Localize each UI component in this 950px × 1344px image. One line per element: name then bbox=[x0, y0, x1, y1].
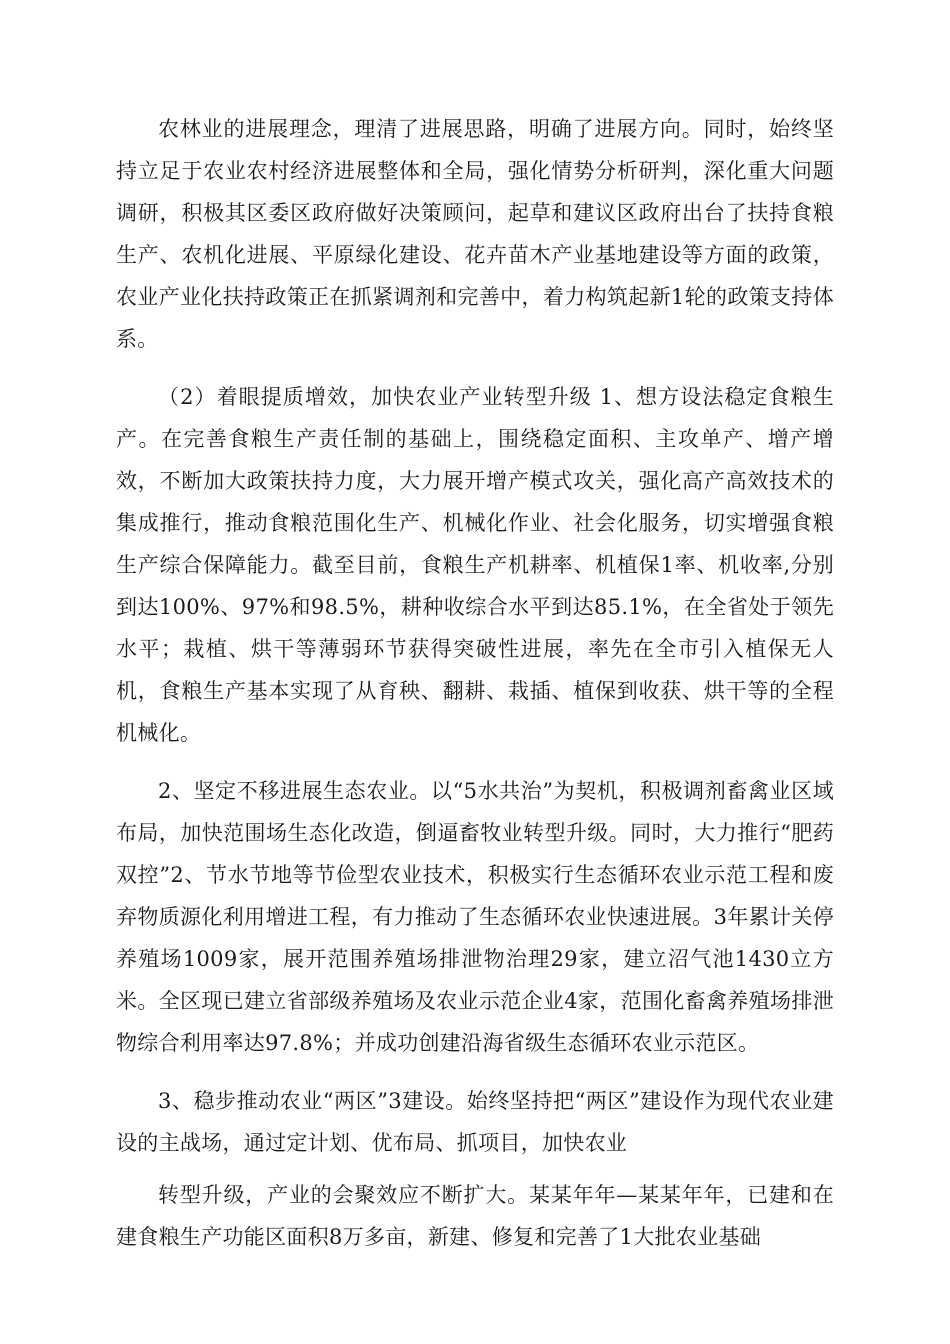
paragraph-grain-production: （2）着眼提质增效，加快农业产业转型升级 1、想方设法稳定食粮生产。在完善食粮生产责任制的基础上，围绕稳定面积、主攻单产、增产增效，不断加大政策扶持力度，大力展开增产模式攻关，强化高产高效技术的集成推行，推动食粮范围化生产、机械化作业、社会化服务，切实增强食粮生产综合保障能力。截至目前，食粮生产机耕率、机植保1率、机收率,分别到达100%、97%和98.5%，耕种收综合水平到达85.1%，在全省处于领先水平；栽植、烘干等薄弱环节获得突破性进展，率先在全市引入植保无人机，食粮生产基本实现了从育秧、翻耕、栽插、植保到收获、烘干等的全程机械化。 bbox=[116, 385, 834, 745]
document-page bbox=[116, 108, 834, 1258]
paragraph-policy: 农林业的进展理念，理清了进展思路，明确了进展方向。同时，始终坚持立足于农业农村经济进展整体和全局，强化情势分析研判，深化重大问题调研，积极其区委区政府做好决策顾问，起草和建议区政府出台了扶持食粮生产、农机化进展、平原绿化建设、花卉苗木产业基地建设等方面的政策，农业产业化扶持政策正在抓紧调剂和完善中，着力构筑起新1轮的政策支持体系。 bbox=[116, 117, 834, 351]
paragraph-ecological-agriculture: 2、坚定不移进展生态农业。以“5水共治”为契机，积极调剂畜禽业区域布局，加快范围场生态化改造，倒逼畜牧业转型升级。同时，大力推行“肥药双控”2、节水节地等节俭型农业技术，积极实行生态循环农业示范工程和废弃物质源化利用增进工程，有力推动了生态循环农业快速进展。3年累计关停养殖场1009家，展开范围养殖场排泄物治理29家，建立沼气池1430立方米。全区现已建立省部级养殖场及农业示范企业4家，范围化畜禽养殖场排泄物综合利用率达97.8%；并成功创建沿海省级生态循环农业示范区。 bbox=[116, 779, 834, 1055]
paragraph-transformation: 转型升级，产业的会聚效应不断扩大。某某年年—某某年年，已建和在建食粮生产功能区面积8万多亩，新建、修复和完善了1大批农业基础 bbox=[116, 1183, 834, 1249]
paragraph-two-zones: 3、稳步推动农业“两区”3建设。始终坚持把“两区”建设作为现代农业建设的主战场，通过定计划、优布局、抓项目，加快农业 bbox=[116, 1089, 834, 1155]
